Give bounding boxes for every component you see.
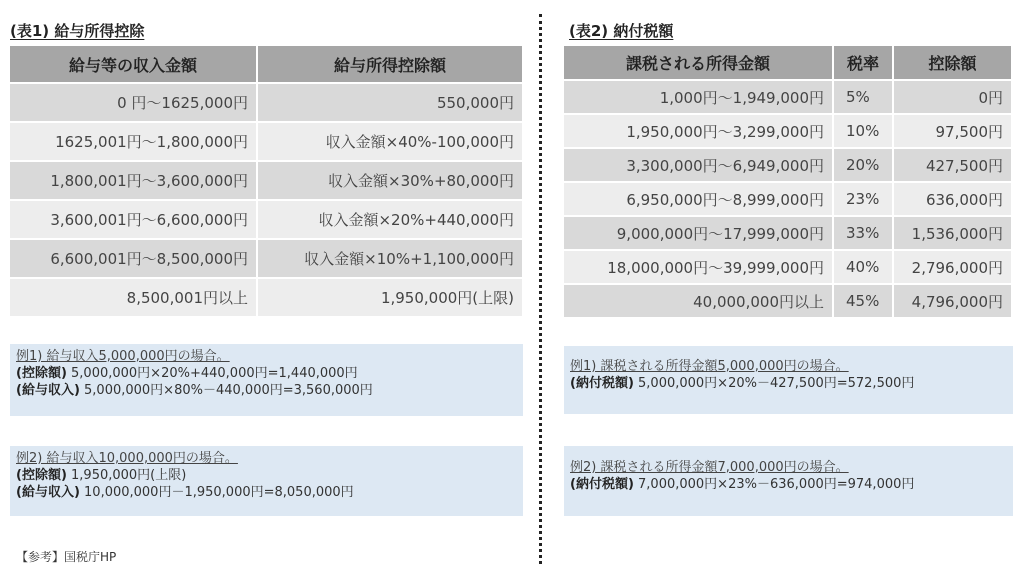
column-header-deduction: 給与所得控除額 <box>258 46 524 84</box>
table-cell: 収入金額×10%+1,100,000円 <box>258 240 524 279</box>
column-header-taxable-income: 課税される所得金額 <box>564 46 834 81</box>
example-heading: 例2) 課税される所得金額7,000,000円の場合。 <box>570 460 849 475</box>
table-row <box>564 217 1013 251</box>
table-row <box>564 183 1013 217</box>
example-line <box>570 375 1007 392</box>
example-line <box>570 476 1007 493</box>
table-cell: 0円 <box>894 81 1013 115</box>
example-box-salary-2 <box>10 446 523 516</box>
table-cell: 収入金額×40%-100,000円 <box>258 123 524 162</box>
table-cell: 収入金額×20%+440,000円 <box>258 201 524 240</box>
table-row <box>564 115 1013 149</box>
salary-deduction-table <box>10 46 524 318</box>
column-header-tax-rate: 税率 <box>834 46 894 81</box>
table-cell: 8,500,001円以上 <box>10 279 258 318</box>
table-cell: 20% <box>834 149 894 183</box>
table-cell: 40% <box>834 251 894 285</box>
example-line <box>16 467 517 484</box>
table-cell: 4,796,000円 <box>894 285 1013 319</box>
table2-title: (表2) 納付税額 <box>569 22 674 40</box>
table-cell: 5% <box>834 81 894 115</box>
example-box-tax-2 <box>564 446 1013 516</box>
example-label: (給与収入) <box>16 485 80 500</box>
example-formula: 7,000,000円×23%－636,000円=974,000円 <box>633 477 915 492</box>
table-cell: 10% <box>834 115 894 149</box>
table-row <box>10 201 524 240</box>
table-cell: 18,000,000円～39,999,000円 <box>564 251 834 285</box>
table-header-row <box>564 46 1013 81</box>
table-row <box>564 251 1013 285</box>
table-cell: 40,000,000円以上 <box>564 285 834 319</box>
table-cell: 550,000円 <box>258 84 524 123</box>
table-cell: 97,500円 <box>894 115 1013 149</box>
example-heading: 例1) 給与収入5,000,000円の場合。 <box>16 349 230 364</box>
example-box-tax-1 <box>564 346 1013 414</box>
example-label: (控除額) <box>16 468 67 483</box>
table-row <box>10 123 524 162</box>
table-cell: 収入金額×30%+80,000円 <box>258 162 524 201</box>
example-line <box>16 382 517 399</box>
table-cell: 6,600,001円～8,500,000円 <box>10 240 258 279</box>
table-header-row <box>10 46 524 84</box>
reference-note: 【参考】国税庁HP <box>16 550 117 564</box>
example-label: (控除額) <box>16 366 67 381</box>
table-cell: 2,796,000円 <box>894 251 1013 285</box>
table-cell: 3,600,001円～6,600,000円 <box>10 201 258 240</box>
table-cell: 0 円～1625,000円 <box>10 84 258 123</box>
example-formula: 10,000,000円－1,950,000円=8,050,000円 <box>79 485 354 500</box>
example-heading: 例1) 課税される所得金額5,000,000円の場合。 <box>570 359 849 374</box>
example-formula: 1,950,000円(上限) <box>66 468 187 483</box>
table-cell: 6,950,000円～8,999,000円 <box>564 183 834 217</box>
example-line <box>16 484 517 501</box>
tax-amount-table <box>564 46 1013 319</box>
table-cell: 3,300,000円～6,949,000円 <box>564 149 834 183</box>
example-formula: 5,000,000円×20%+440,000円=1,440,000円 <box>66 366 358 381</box>
column-header-income: 給与等の収入金額 <box>10 46 258 84</box>
table-cell: 1,800,001円～3,600,000円 <box>10 162 258 201</box>
vertical-divider <box>539 14 542 564</box>
example-line <box>16 365 517 382</box>
table-row <box>10 84 524 123</box>
table-cell: 1625,001円～1,800,000円 <box>10 123 258 162</box>
example-box-salary-1 <box>10 344 523 416</box>
table1-title: (表1) 給与所得控除 <box>10 22 145 40</box>
table-cell: 1,950,000円～3,299,000円 <box>564 115 834 149</box>
table-cell: 1,950,000円(上限) <box>258 279 524 318</box>
column-header-deduction: 控除額 <box>894 46 1013 81</box>
table-cell: 427,500円 <box>894 149 1013 183</box>
example-label: (納付税額) <box>570 477 634 492</box>
example-formula: 5,000,000円×20%－427,500円=572,500円 <box>633 376 915 391</box>
table-cell: 23% <box>834 183 894 217</box>
table-row <box>10 279 524 318</box>
table-row <box>10 240 524 279</box>
table-cell: 1,000円～1,949,000円 <box>564 81 834 115</box>
table-cell: 33% <box>834 217 894 251</box>
table-row <box>564 149 1013 183</box>
table-row <box>564 285 1013 319</box>
example-formula: 5,000,000円×80%－440,000円=3,560,000円 <box>79 383 373 398</box>
table-row <box>10 162 524 201</box>
example-label: (納付税額) <box>570 376 634 391</box>
table-cell: 9,000,000円～17,999,000円 <box>564 217 834 251</box>
table-row <box>564 81 1013 115</box>
table-cell: 45% <box>834 285 894 319</box>
table-cell: 1,536,000円 <box>894 217 1013 251</box>
example-heading: 例2) 給与収入10,000,000円の場合。 <box>16 451 238 466</box>
table-cell: 636,000円 <box>894 183 1013 217</box>
example-label: (給与収入) <box>16 383 80 398</box>
